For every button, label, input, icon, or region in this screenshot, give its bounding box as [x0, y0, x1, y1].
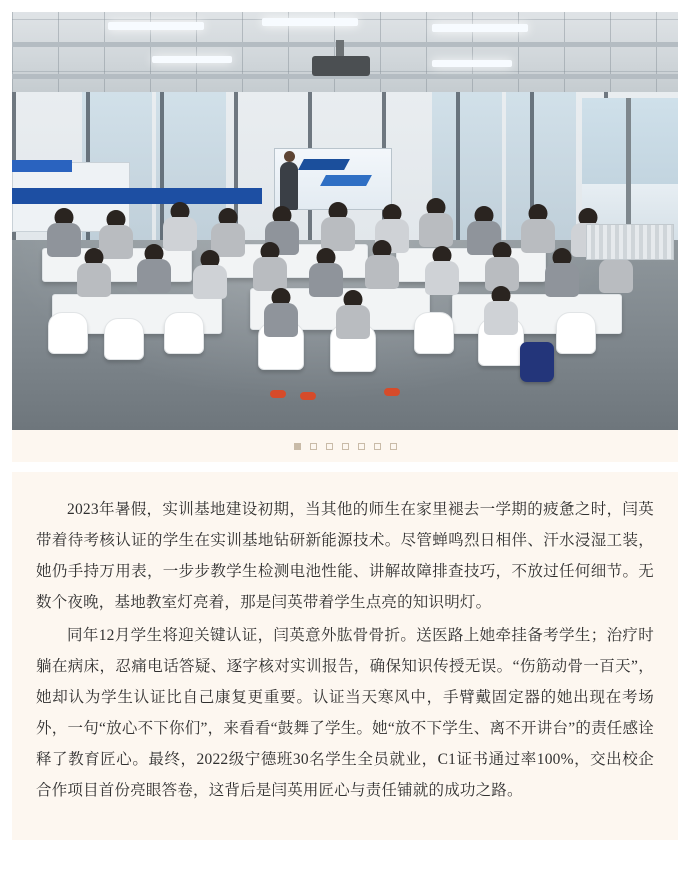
screen-graphic — [320, 175, 372, 186]
carousel-dots[interactable] — [12, 430, 678, 462]
chair — [556, 312, 596, 354]
page-root — [0, 12, 690, 874]
classroom-photo — [12, 12, 678, 430]
student — [360, 240, 404, 296]
blue-wall-band — [12, 160, 72, 172]
student — [318, 202, 358, 252]
student — [72, 248, 116, 304]
student — [518, 204, 558, 254]
projector — [312, 56, 370, 76]
student — [416, 198, 456, 248]
radiator — [586, 224, 674, 260]
shoe — [270, 390, 286, 398]
classroom-scene — [12, 12, 678, 430]
carousel-dot[interactable] — [358, 443, 365, 450]
carousel-dot[interactable] — [326, 443, 333, 450]
image-carousel[interactable] — [12, 12, 678, 462]
teacher-figure — [280, 162, 298, 210]
shoe — [384, 388, 400, 396]
article-paragraph-1: 2023年暑假，实训基地建设初期，当其他的师生在家里褪去一学期的疲惫之时，闫英带着待考核认证的学生在实训基地钻研新能源技术。尽管蝉鸣烈日相伴、汗水浸湿工装，她仍手持万用表，一步步教学生检测电池性能、讲解故障排查技巧，不放过任何细节。无数个夜晚，基地教室灯亮着，那是闫英带着学生点亮的知识明灯。 — [36, 501, 654, 611]
carousel-dot[interactable] — [294, 443, 301, 450]
chair — [164, 312, 204, 354]
ceiling-light — [432, 24, 528, 32]
carousel-dot[interactable] — [310, 443, 317, 450]
student — [420, 246, 464, 302]
ceiling-light — [262, 18, 358, 26]
carousel-dot[interactable] — [390, 443, 397, 450]
ceiling-light — [432, 60, 512, 67]
chair — [414, 312, 454, 354]
ceiling-light — [152, 56, 232, 63]
ceiling-beam — [12, 42, 678, 47]
blue-wall-band — [12, 188, 262, 204]
article-body — [12, 472, 678, 840]
student — [258, 288, 304, 348]
student — [188, 250, 232, 306]
student — [540, 248, 584, 304]
chair — [104, 318, 144, 360]
backpack — [520, 342, 554, 382]
shoe — [300, 392, 316, 400]
student — [330, 290, 376, 350]
article-paragraph-2: 同年12月学生将迎关键认证，闫英意外肱骨骨折。送医路上她牵挂备考学生；治疗时躺在病床，忍痛电话答疑、逐字核对实训报告，确保知识传授无误。“伤筋动骨一百天”，她却认为学生认证比自己康复更重要。认证当天寒风中，手臂戴固定器的她出现在考场外，一句“放心不下你们”，来看看“鼓舞了学生。她“放不下学生、离不开讲台”的责任感诠释了教育匠心。最终，2022级宁德班30名学生全员就业，C1证书通过率100%，交出校企合作项目首份亮眼答卷，这背后是闫英用匠心与责任铺就的成功之路。 — [36, 627, 654, 799]
carousel-dot[interactable] — [374, 443, 381, 450]
ceiling-light — [108, 22, 204, 30]
carousel-dot[interactable] — [342, 443, 349, 450]
screen-graphic — [298, 159, 350, 170]
chair — [48, 312, 88, 354]
student — [478, 286, 524, 346]
student — [132, 244, 176, 300]
